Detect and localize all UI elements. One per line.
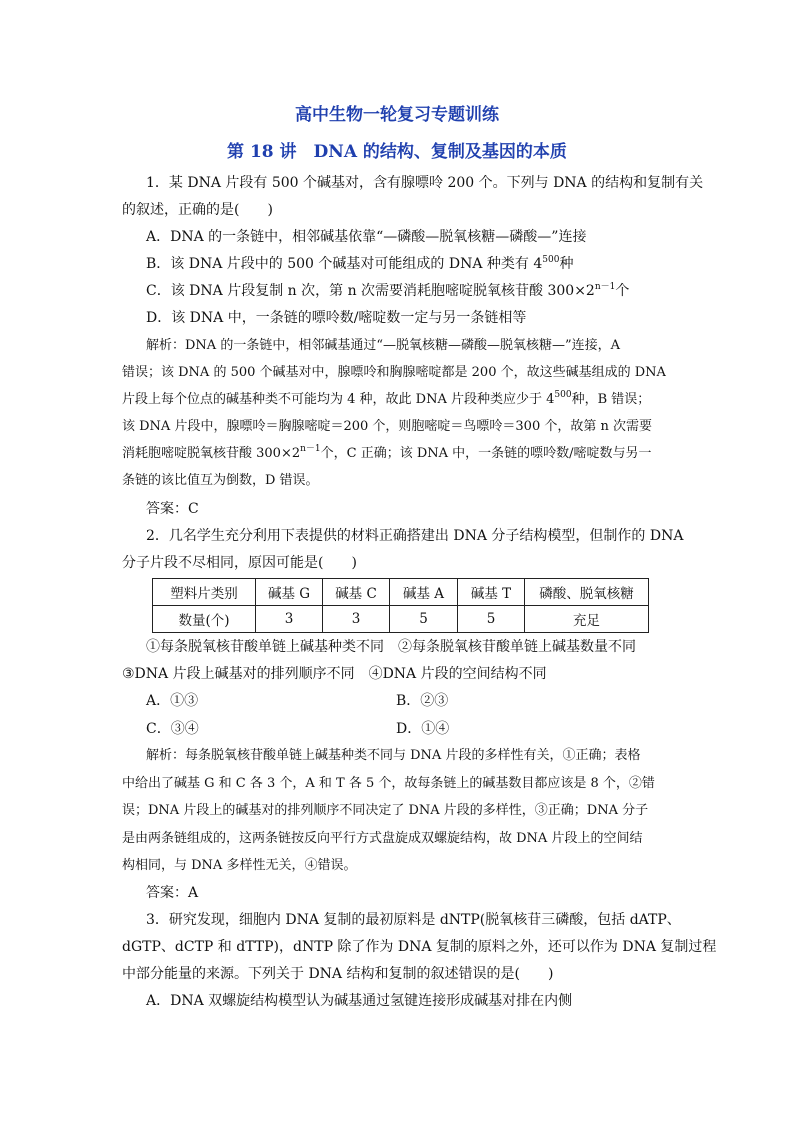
q1-explanation-line-5: 消耗胞嘧啶脱氧核苷酸 $300\times 2^{n-1}$个，C 正确；该 DNA 中，一条链的嘌呤数/嘧啶数与另一 <box>122 444 652 461</box>
q2-option-b: B．②③ <box>396 693 449 709</box>
q1-option-b: B．该 DNA 片段中的 500 个碱基对可能组成的 DNA 种类有 $4^{500}$种 <box>146 255 574 272</box>
document-title: 高中生物一轮复习专题训练 <box>295 105 499 125</box>
q1-answer: 答案：C <box>146 501 199 517</box>
q2-answer: 答案：A <box>146 885 199 901</box>
q2-statements-line-1: ①每条脱氧核苷酸单链上碱基种类不同 ②每条脱氧核苷酸单链上碱基数量不同 <box>146 639 636 655</box>
table-cell: 5 <box>390 606 458 633</box>
q1-stem-line-1: 1．某 DNA 片段有 500 个碱基对，含有腺嘌呤 200 个。下列与 DNA 的结构和复制有关 <box>146 175 704 191</box>
q2-explanation-line-3: 误；DNA 片段上的碱基对的排列顺序不同决定了 DNA 片段的多样性，③正确；DNA 分子 <box>122 803 649 818</box>
table-cell: 3 <box>323 606 390 633</box>
q1-explanation-line-6: 条链的该比值互为倒数，D 错误。 <box>122 473 319 488</box>
q3-stem-line-3: 中部分能量的来源。下列关于 DNA 结构和复制的叙述错误的是( ) <box>122 966 554 982</box>
q1-option-c: C．该 DNA 片段复制 n 次，第 n 次需要消耗胞嘧啶脱氧核苷酸 $300\times 2^{n-1}$个 <box>146 282 630 299</box>
q2-explanation-line-1: 解析：每条脱氧核苷酸单链上碱基种类不同与 DNA 片段的多样性有关，①正确；表格 <box>146 748 641 763</box>
q1-explanation-line-2: 错误；该 DNA 的 500 个碱基对中，腺嘌呤和胸腺嘧啶都是 200 个，故这些碱基组成的 DNA <box>122 365 666 380</box>
table-cell: 5 <box>458 606 525 633</box>
table-header-cell: 碱基 T <box>458 579 525 606</box>
q1-option-d: D．该 DNA 中，一条链的嘌呤数/嘧啶数一定与另一条链相等 <box>146 310 527 326</box>
table-header-cell: 碱基 G <box>256 579 323 606</box>
q2-explanation-line-2: 中给出了碱基 G 和 C 各 3 个，A 和 T 各 5 个，故每条链上的碱基数目都应该是 8 个，②错 <box>122 776 655 791</box>
table-cell: 数量(个) <box>153 606 256 633</box>
materials-table <box>152 578 649 633</box>
q2-explanation-line-5: 构相同，与 DNA 多样性无关，④错误。 <box>122 858 357 873</box>
q1-option-a: A．DNA 的一条链中，相邻碱基依靠“—磷酸—脱氧核糖—磷酸—”连接 <box>146 229 587 245</box>
lesson-subtitle: 第 18 讲 DNA 的结构、复制及基因的本质 <box>227 142 567 162</box>
table-header-cell: 碱基 C <box>323 579 390 606</box>
q2-option-a: A．①③ <box>146 693 199 709</box>
q3-option-a: A．DNA 双螺旋结构模型认为碱基通过氢键连接形成碱基对排在内侧 <box>146 993 573 1009</box>
table-row <box>153 606 649 633</box>
table-header-cell: 碱基 A <box>390 579 458 606</box>
table-header-row <box>153 579 649 606</box>
q2-explanation-line-4: 是由两条链组成的，这两条链按反向平行方式盘旋成双螺旋结构，故 DNA 片段上的空间结 <box>122 831 643 846</box>
q1-explanation-line-1: 解析：DNA 的一条链中，相邻碱基通过“—脱氧核糖—磷酸—脱氧核糖—”连接，A <box>146 338 620 353</box>
q1-stem-line-2: 的叙述，正确的是( ) <box>122 202 273 218</box>
q2-statements-line-2: ③DNA 片段上碱基对的排列顺序不同 ④DNA 片段的空间结构不同 <box>122 666 547 682</box>
q2-option-c: C．③④ <box>146 721 199 737</box>
table-header-cell: 磷酸、脱氧核糖 <box>525 579 649 606</box>
q2-stem-line-1: 2．几名学生充分利用下表提供的材料正确搭建出 DNA 分子结构模型，但制作的 DNA <box>146 528 684 544</box>
table-cell: 充足 <box>525 606 649 633</box>
table-header-cell: 塑料片类别 <box>153 579 256 606</box>
q1-explanation-line-4: 该 DNA 片段中，腺嘌呤＝胸腺嘧啶＝200 个，则胞嘧啶＝鸟嘌呤＝300 个，故第 n 次需要 <box>122 419 652 434</box>
q2-stem-line-2: 分子片段不尽相同，原因可能是( ) <box>122 555 357 571</box>
q3-stem-line-1: 3．研究发现，细胞内 DNA 复制的最初原料是 dNTP(脱氧核苷三磷酸，包括 dATP、 <box>146 912 681 928</box>
q1-explanation-line-3: 片段上每个位点的碱基种类不可能均为 4 种，故此 DNA 片段种类应少于 $4^{500}$种，B 错误； <box>122 390 651 407</box>
q2-option-d: D．①④ <box>396 721 450 737</box>
q3-stem-line-2: dGTP、dCTP 和 dTTP)，dNTP 除了作为 DNA 复制的原料之外，还可以作为 DNA 复制过程 <box>122 939 717 955</box>
table-cell: 3 <box>256 606 323 633</box>
